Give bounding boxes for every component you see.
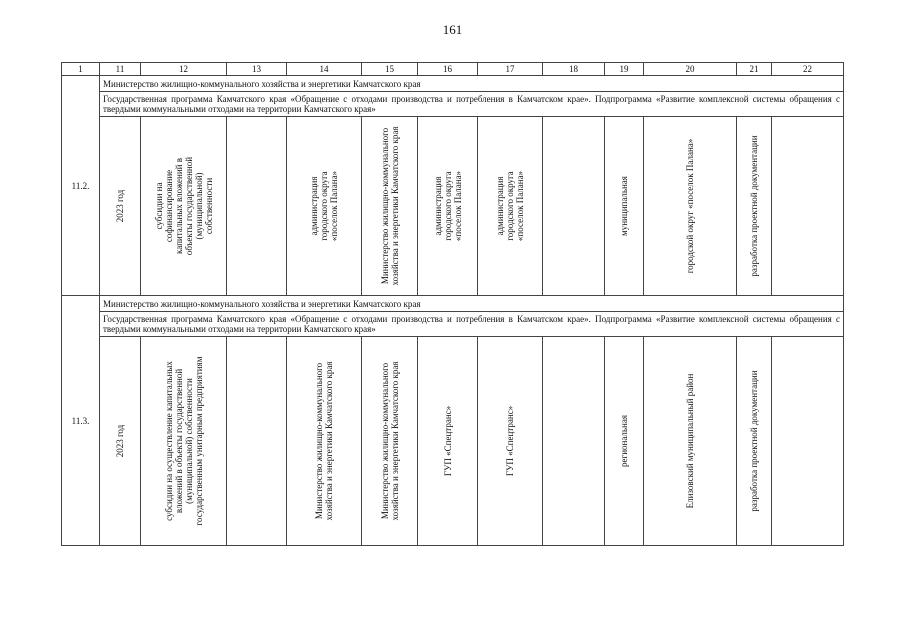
cell-17: ГУП «Спецтранс» — [478, 337, 543, 546]
cell-year: 2023 год — [100, 117, 141, 296]
table-row — [62, 337, 844, 546]
table-row — [62, 117, 844, 296]
program-row — [62, 92, 844, 117]
cell-18 — [543, 117, 605, 296]
cell-territory: городской округ «поселок Палана» — [644, 117, 737, 296]
ministry-row — [62, 76, 844, 92]
cell-16: администрация городского округа «поселок Палана» — [418, 117, 478, 296]
cell-22 — [772, 117, 844, 296]
page-number: 161 — [442, 22, 463, 37]
ministry-name: Министерство жилищно-коммунального хозяйства и энергетики Камчатского края — [100, 76, 844, 92]
cell-work-type: разработка проектной документации — [737, 117, 772, 296]
cell-18 — [543, 337, 605, 546]
cell-14: администрация городского округа «поселок Палана» — [287, 117, 362, 296]
col-header: 20 — [644, 63, 737, 76]
program-name: Государственная программа Камчатского края «Обращение с отходами производства и потребления в Камчатском крае». Подпрограмма «Развитие комплексной системы обращения с твердыми коммунальными отходами на территории Камчатского края» — [100, 312, 844, 337]
cell-ownership: региональная — [605, 337, 644, 546]
col-header: 17 — [478, 63, 543, 76]
col-header: 14 — [287, 63, 362, 76]
document-table — [61, 62, 844, 546]
cell-funding-type: субсидии на софинансирование капитальных вложений в объекты государственной (муниципальной) собственности — [141, 117, 227, 296]
col-header: 1 — [62, 63, 100, 76]
col-header: 11 — [100, 63, 141, 76]
col-header: 12 — [141, 63, 227, 76]
column-header-row — [62, 63, 844, 76]
row-number: 11.3. — [62, 296, 100, 546]
cell-14: Министерство жилищно-коммунального хозяйства и энергетики Камчатского края — [287, 337, 362, 546]
cell-territory: Елизовский муниципальный район — [644, 337, 737, 546]
ministry-name: Министерство жилищно-коммунального хозяйства и энергетики Камчатского края — [100, 296, 844, 312]
cell-22 — [772, 337, 844, 546]
col-header: 16 — [418, 63, 478, 76]
program-row — [62, 312, 844, 337]
program-name: Государственная программа Камчатского края «Обращение с отходами производства и потребления в Камчатском крае». Подпрограмма «Развитие комплексной системы обращения с твердыми коммунальными отходами на территории Камчатского края» — [100, 92, 844, 117]
col-header: 15 — [362, 63, 418, 76]
cell-15: Министерство жилищно-коммунального хозяйства и энергетики Камчатского края — [362, 117, 418, 296]
col-header: 22 — [772, 63, 844, 76]
col-header: 13 — [227, 63, 287, 76]
col-header: 18 — [543, 63, 605, 76]
cell-13 — [227, 337, 287, 546]
col-header: 19 — [605, 63, 644, 76]
cell-funding-type: субсидии на осуществление капитальных вложений в объекты государственной (муниципальной) собственности государственным унитарным предприятиям — [141, 337, 227, 546]
row-number: 11.2. — [62, 76, 100, 296]
col-header: 21 — [737, 63, 772, 76]
ministry-row — [62, 296, 844, 312]
cell-ownership: муниципальная — [605, 117, 644, 296]
cell-15: Министерство жилищно-коммунального хозяйства и энергетики Камчатского края — [362, 337, 418, 546]
cell-17: администрация городского округа «поселок Палана» — [478, 117, 543, 296]
cell-16: ГУП «Спецтранс» — [418, 337, 478, 546]
cell-year: 2023 год — [100, 337, 141, 546]
cell-13 — [227, 117, 287, 296]
cell-work-type: разработка проектной документации — [737, 337, 772, 546]
